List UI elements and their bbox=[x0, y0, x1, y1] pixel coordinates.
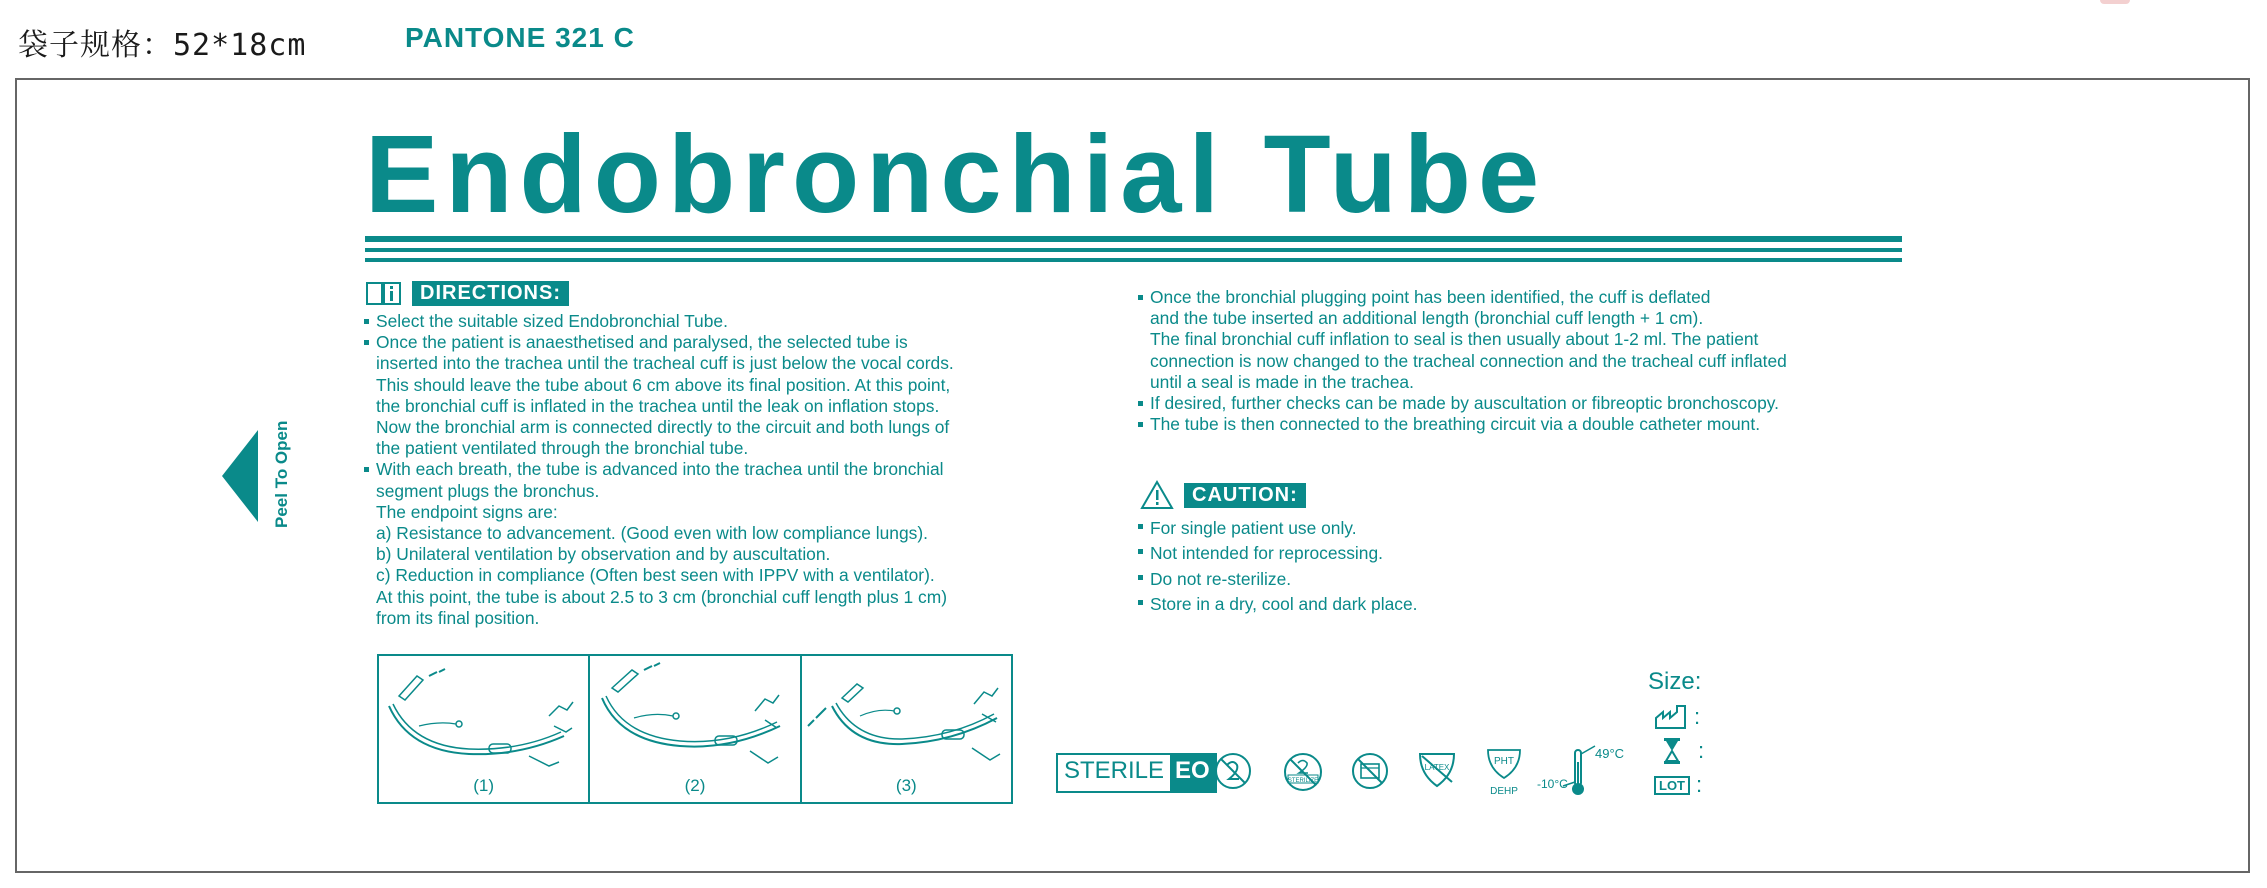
sterile-eo-symbol bbox=[1056, 753, 1217, 793]
expiry-date-colon: : bbox=[1698, 738, 1705, 763]
list-item: segment plugs the bronchus. bbox=[376, 480, 600, 501]
tube-diagram-3 bbox=[802, 656, 1014, 776]
list-item: The final bronchial cuff inflation to seal is then usually about 1-2 ml. The patient bbox=[1150, 329, 1759, 350]
title-rule-3 bbox=[365, 258, 1902, 262]
tube-diagram-1 bbox=[379, 656, 587, 776]
peel-to-open-indicator bbox=[222, 420, 291, 530]
list-item: Store in a dry, cool and dark place. bbox=[1138, 592, 1738, 617]
figure-panel bbox=[802, 656, 1011, 802]
pantone-label: PANTONE 321 C bbox=[405, 22, 635, 53]
bag-spec-label: 袋子规格：52*18cm bbox=[18, 28, 307, 63]
do-not-resterilize-icon bbox=[1282, 751, 1324, 793]
hourglass-icon bbox=[1662, 737, 1682, 765]
insertion-figures bbox=[377, 654, 1013, 804]
expiry-date-row bbox=[1648, 734, 1704, 768]
figure-caption: (2) bbox=[684, 776, 706, 795]
caution-badge: CAUTION: bbox=[1184, 483, 1306, 508]
list-item: c) Reduction in compliance (Often best seen with IPPV with a ventilator). bbox=[376, 565, 935, 586]
list-item: At this point, the tube is about 2.5 to 3 cm (bronchial cuff length plus 1 cm) bbox=[376, 586, 947, 607]
do-not-use-if-damaged-icon bbox=[1350, 751, 1390, 791]
instruction-manual-icon bbox=[366, 282, 402, 306]
peel-to-open-label: Peel To Open bbox=[272, 420, 291, 528]
corner-mark bbox=[2100, 0, 2130, 4]
list-item: a) Resistance to advancement. (Good even with low compliance lungs). bbox=[376, 523, 928, 544]
size-info-block bbox=[1648, 668, 1704, 802]
pht-text: PHT bbox=[1494, 756, 1514, 767]
sterile-label: STERILE bbox=[1064, 757, 1165, 784]
product-title: Endobronchial Tube bbox=[365, 113, 1547, 236]
list-item: Now the bronchial arm is connected directly to the circuit and both lungs of bbox=[376, 417, 950, 438]
manufacture-date-row bbox=[1648, 700, 1704, 734]
figure-panel bbox=[379, 656, 590, 802]
eo-label: EO bbox=[1170, 755, 1215, 791]
peel-arrow-icon bbox=[222, 430, 258, 522]
list-item: Select the suitable sized Endobronchial Tube. bbox=[364, 311, 1084, 332]
warning-triangle-icon bbox=[1140, 480, 1174, 510]
list-item: Not intended for reprocessing. bbox=[1138, 541, 1738, 566]
lot-row bbox=[1648, 768, 1704, 802]
figure-panel bbox=[590, 656, 801, 802]
directions-heading bbox=[366, 281, 569, 306]
list-item: The tube is then connected to the breathing circuit via a double catheter mount. bbox=[1138, 414, 1918, 435]
caution-list bbox=[1138, 516, 1738, 618]
directions-badge: DIRECTIONS: bbox=[412, 281, 569, 306]
list-item: Do not re-sterilize. bbox=[1138, 567, 1738, 592]
caution-heading bbox=[1140, 480, 1306, 510]
directions-continued-list bbox=[1138, 287, 1918, 435]
list-item: Once the patient is anaesthetised and paralysed, the selected tube is bbox=[364, 332, 1084, 353]
tube-diagram-2 bbox=[590, 656, 800, 776]
pht-dehp-icon bbox=[1484, 746, 1524, 798]
dehp-text: DEHP bbox=[1490, 786, 1518, 797]
latex-free-icon bbox=[1416, 748, 1458, 790]
list-item: With each breath, the tube is advanced into the trachea until the bronchial bbox=[364, 459, 1084, 480]
list-item: If desired, further checks can be made by auscultation or fibreoptic bronchoscopy. bbox=[1138, 393, 1918, 414]
list-item: the patient ventilated through the bronchial tube. bbox=[376, 438, 749, 459]
lot-colon: : bbox=[1696, 772, 1703, 797]
list-item: connection is now changed to the tracheal connection and the tracheal cuff inflated bbox=[1150, 350, 1787, 371]
directions-list bbox=[364, 311, 1084, 629]
figure-caption: (1) bbox=[473, 776, 495, 795]
temp-high-text: 49°C bbox=[1595, 746, 1625, 761]
list-item: until a seal is made in the trachea. bbox=[1150, 371, 1414, 392]
do-not-reuse-icon bbox=[1213, 751, 1253, 791]
list-item: from its final position. bbox=[376, 607, 540, 628]
list-item: and the tube inserted an additional length (bronchial cuff length + 1 cm). bbox=[1150, 308, 1704, 329]
latex-text: LATEX bbox=[1424, 763, 1450, 772]
temp-low-text: -10°C bbox=[1537, 777, 1568, 791]
list-item: b) Unilateral ventilation by observation and by auscultation. bbox=[376, 544, 831, 565]
list-item: This should leave the tube about 6 cm above its final position. At this point, bbox=[376, 374, 951, 395]
list-item: Once the bronchial plugging point has been identified, the cuff is deflated bbox=[1138, 287, 1918, 308]
manufacture-date-colon: : bbox=[1694, 704, 1701, 729]
figure-caption: (3) bbox=[895, 776, 917, 795]
title-rule-1 bbox=[365, 236, 1902, 242]
list-item: For single patient use only. bbox=[1138, 516, 1738, 541]
list-item: The endpoint signs are: bbox=[376, 501, 558, 522]
size-label: Size: bbox=[1648, 668, 1702, 695]
title-rule-2 bbox=[365, 248, 1902, 252]
manufacturer-factory-icon bbox=[1654, 704, 1688, 730]
temperature-limit-icon bbox=[1535, 742, 1625, 800]
list-item: inserted into the trachea until the tracheal cuff is just below the vocal cords. bbox=[376, 353, 954, 374]
lot-icon: LOT bbox=[1654, 776, 1690, 795]
sterilize-text: STERILIZE bbox=[1287, 778, 1319, 784]
list-item: the bronchial cuff is inflated in the trachea until the leak on inflation stops. bbox=[376, 395, 940, 416]
